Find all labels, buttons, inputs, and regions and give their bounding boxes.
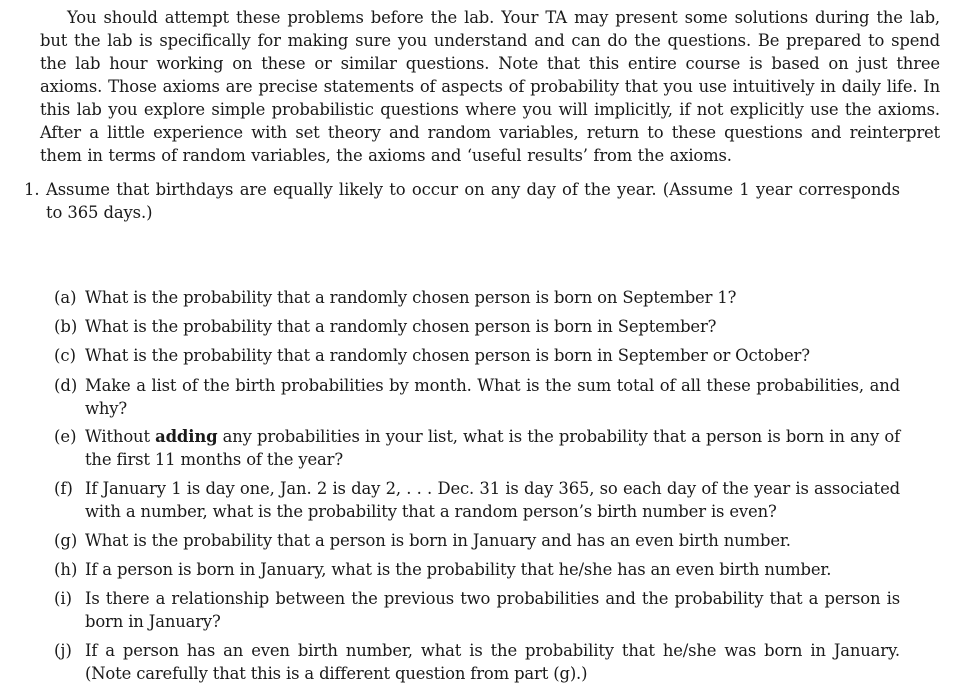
sub-question-text: Make a list of the birth probabilities by month. What is the sum total of all these probabilities, and why?: [85, 376, 900, 418]
sub-question-label: (c): [54, 346, 76, 365]
sub-question-text: What is the probability that a randomly chosen person is born in September?: [85, 317, 717, 336]
sub-question-label: (d): [54, 376, 78, 395]
sub-question-label: (h): [54, 560, 78, 579]
sub-question-text: If January 1 is day one, Jan. 2 is day 2, . . . Dec. 31 is day 365, so each day of the year is associated with a number, what is the probability that a random person’s birth number is even?: [85, 479, 900, 521]
sub-question-c: [54, 344, 900, 367]
sub-question-f: [54, 477, 900, 523]
text-after-emphasis: any probabilities in your list, what is the probability that a person is born in any of the first 11 months of the year?: [85, 427, 900, 469]
sub-question-e: [54, 425, 900, 471]
sub-question-label: (f): [54, 479, 73, 498]
emphasized-word: adding: [155, 427, 218, 446]
sub-question-label: (j): [54, 641, 72, 660]
sub-question-d: [54, 374, 900, 420]
sub-question-text: Is there a relationship between the previous two probabilities and the probability that a person is born in January?: [85, 589, 900, 631]
sub-question-a: [54, 286, 900, 309]
sub-question-i: [54, 587, 900, 633]
sub-question-label: (i): [54, 589, 73, 608]
sub-question-h: [54, 558, 900, 581]
sub-question-text: What is the probability that a randomly chosen person is born in September or October?: [85, 346, 810, 365]
sub-question-label: (e): [54, 427, 77, 446]
sub-question-b: [54, 315, 900, 338]
sub-question-label: (b): [54, 317, 78, 336]
sub-question-g: [54, 529, 900, 552]
intro-paragraph: You should attempt these problems before the lab. Your TA may present some solutions during the lab, but the lab is specifically for making sure you understand and can do the questions. Be prepared to spend the lab hour working on these or similar questions. Note that this entire course is based on just three axioms. Those axioms are precise statements of aspects of probability that you use intuitively in daily life. In this lab you explore simple probabilistic questions where you will implicitly, if not explicitly use the axioms. After a little experience with set theory and random variables, return to these questions and reinterpret them in terms of random variables, the axioms and ‘useful results’ from the axioms.: [40, 8, 940, 165]
sub-question-text: If a person has an even birth number, what is the probability that he/she was born in January. (Note carefully that this is a different question from part (g).): [85, 641, 900, 683]
sub-question-label: (a): [54, 288, 77, 307]
sub-question-text: What is the probability that a randomly chosen person is born on September 1?: [85, 288, 737, 307]
document-page: [40, 6, 940, 167]
sub-question-text: If a person is born in January, what is the probability that he/she has an even birth number.: [85, 560, 832, 579]
sub-question-j: [54, 639, 900, 685]
problem-statement: Assume that birthdays are equally likely to occur on any day of the year. (Assume 1 year corresponds to 365 days.): [46, 180, 900, 222]
text-before-emphasis: Without: [85, 427, 150, 446]
problem-1: [24, 178, 900, 683]
sub-question-label: (g): [54, 531, 78, 550]
problem-number: 1.: [24, 180, 40, 199]
sub-question-text: [85, 425, 900, 471]
sub-question-text: What is the probability that a person is born in January and has an even birth number.: [85, 531, 791, 550]
